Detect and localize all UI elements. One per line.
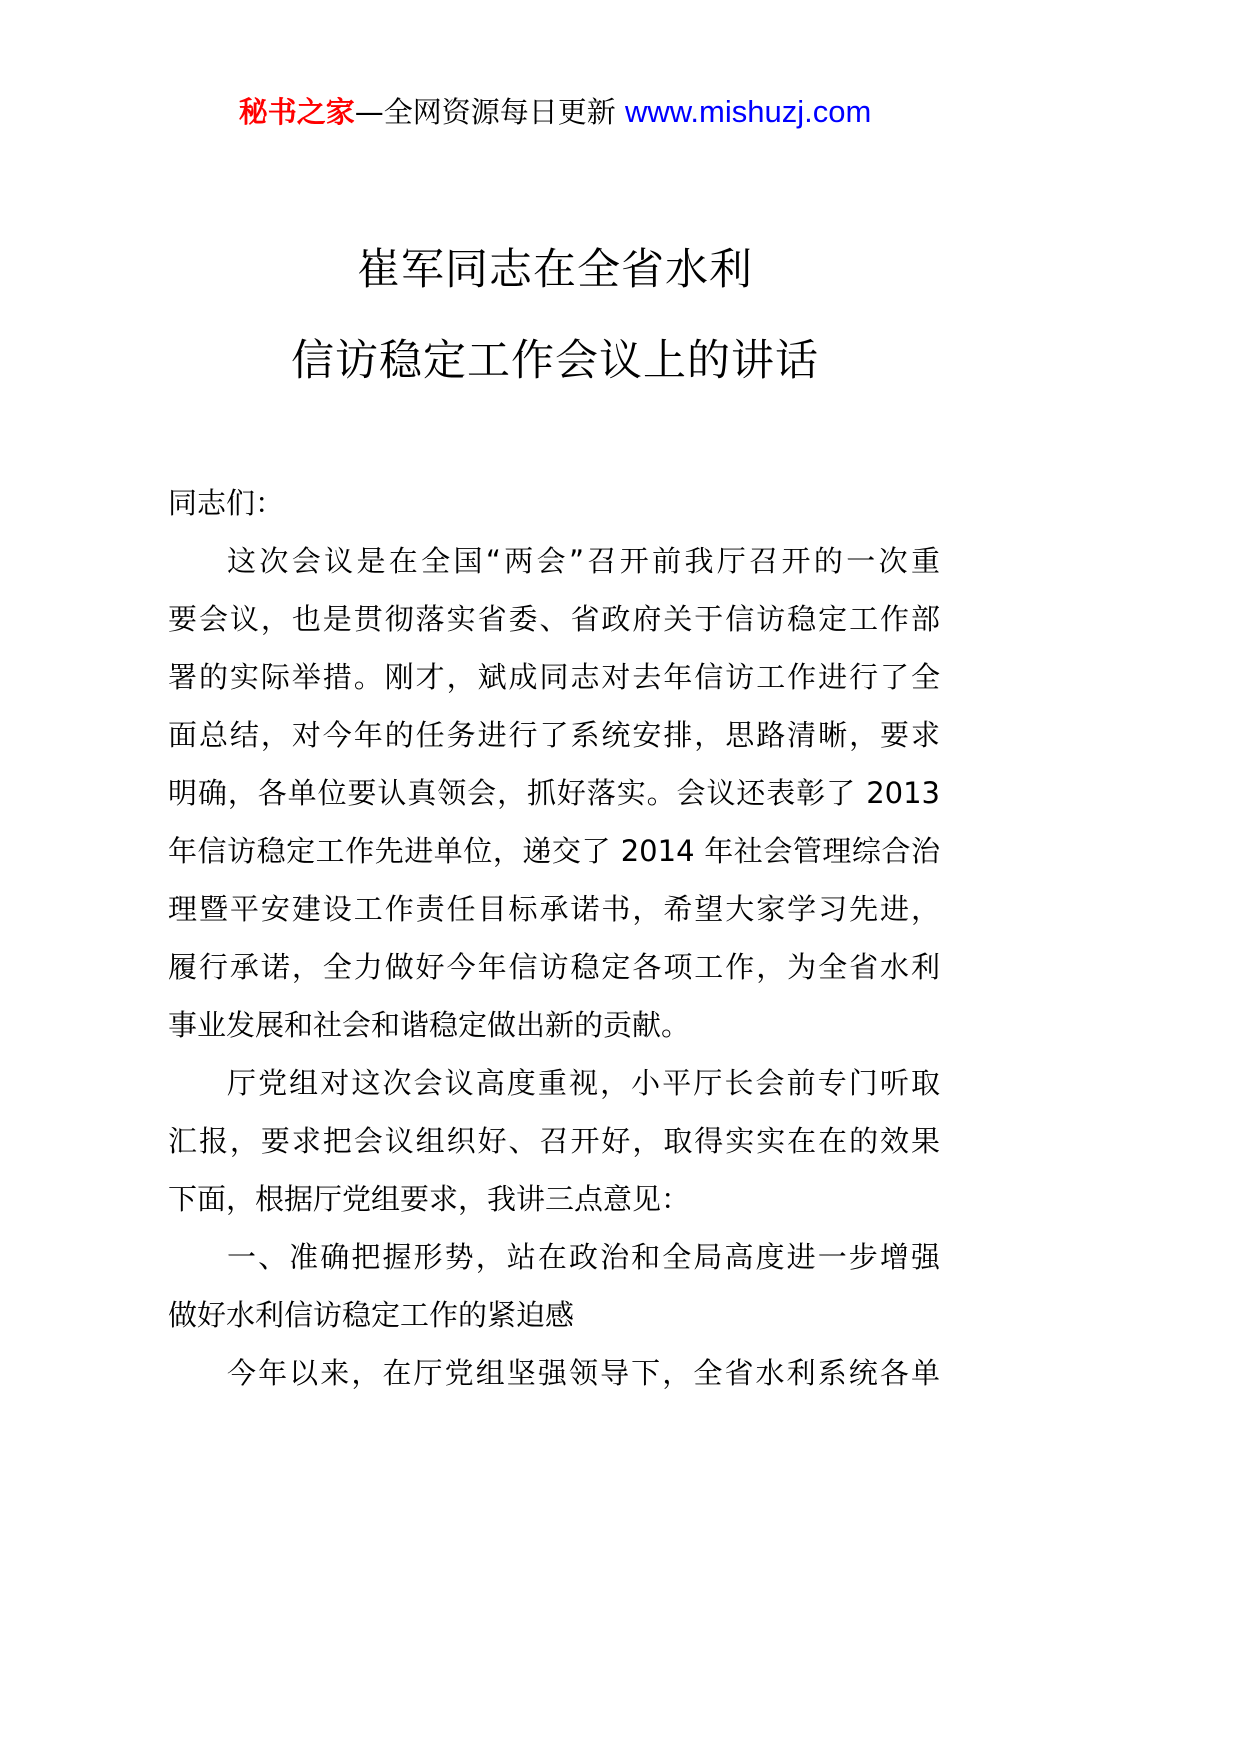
text-line: 厅党组对这次会议高度重视，小平厅长会前专门听取	[227, 1066, 940, 1100]
text-line: 汇报，要求把会议组织好、召开好，取得实实在在的效果	[168, 1124, 940, 1158]
text-line: 理暨平安建设工作责任目标承诺书，希望大家学习先进，	[168, 892, 940, 926]
text-line: 面总结，对今年的任务进行了系统安排，思路清晰，要求	[168, 718, 940, 752]
text-line: 事业发展和社会和谐稳定做出新的贡献。	[168, 1008, 691, 1042]
text-line: 一、准确把握形势，站在政治和全局高度进一步增强	[227, 1240, 940, 1274]
document-body	[168, 482, 940, 1410]
text-line: 署的实际举措。刚才，斌成同志对去年信访工作进行了全	[168, 660, 940, 694]
document-title-line-1: 崔军同志在全省水利	[357, 245, 753, 295]
banner-slogan: —全网资源每日更新	[354, 95, 625, 129]
text-line: 年信访稳定工作先进单位，递交了 2014 年社会管理综合治	[168, 834, 940, 868]
site-url-link[interactable]: www.mishuzj.com	[624, 94, 872, 129]
text-line: 同志们：	[168, 486, 285, 520]
text-line: 做好水利信访稳定工作的紧迫感	[168, 1298, 575, 1332]
brand-name: 秘书之家	[238, 95, 355, 129]
text-line: 今年以来，在厅党组坚强领导下，全省水利系统各单	[227, 1356, 940, 1390]
document-title-line-2: 信访稳定工作会议上的讲话	[291, 336, 819, 386]
text-line: 这次会议是在全国“两会”召开前我厅召开的一次重	[227, 544, 940, 578]
text-line: 下面，根据厅党组要求，我讲三点意见：	[168, 1182, 691, 1216]
text-line: 要会议，也是贯彻落实省委、省政府关于信访稳定工作部	[168, 602, 940, 636]
site-banner	[0, 90, 1110, 131]
text-line: 履行承诺，全力做好今年信访稳定各项工作，为全省水利	[168, 950, 940, 984]
text-line: 明确，各单位要认真领会，抓好落实。会议还表彰了 2013	[168, 776, 940, 810]
